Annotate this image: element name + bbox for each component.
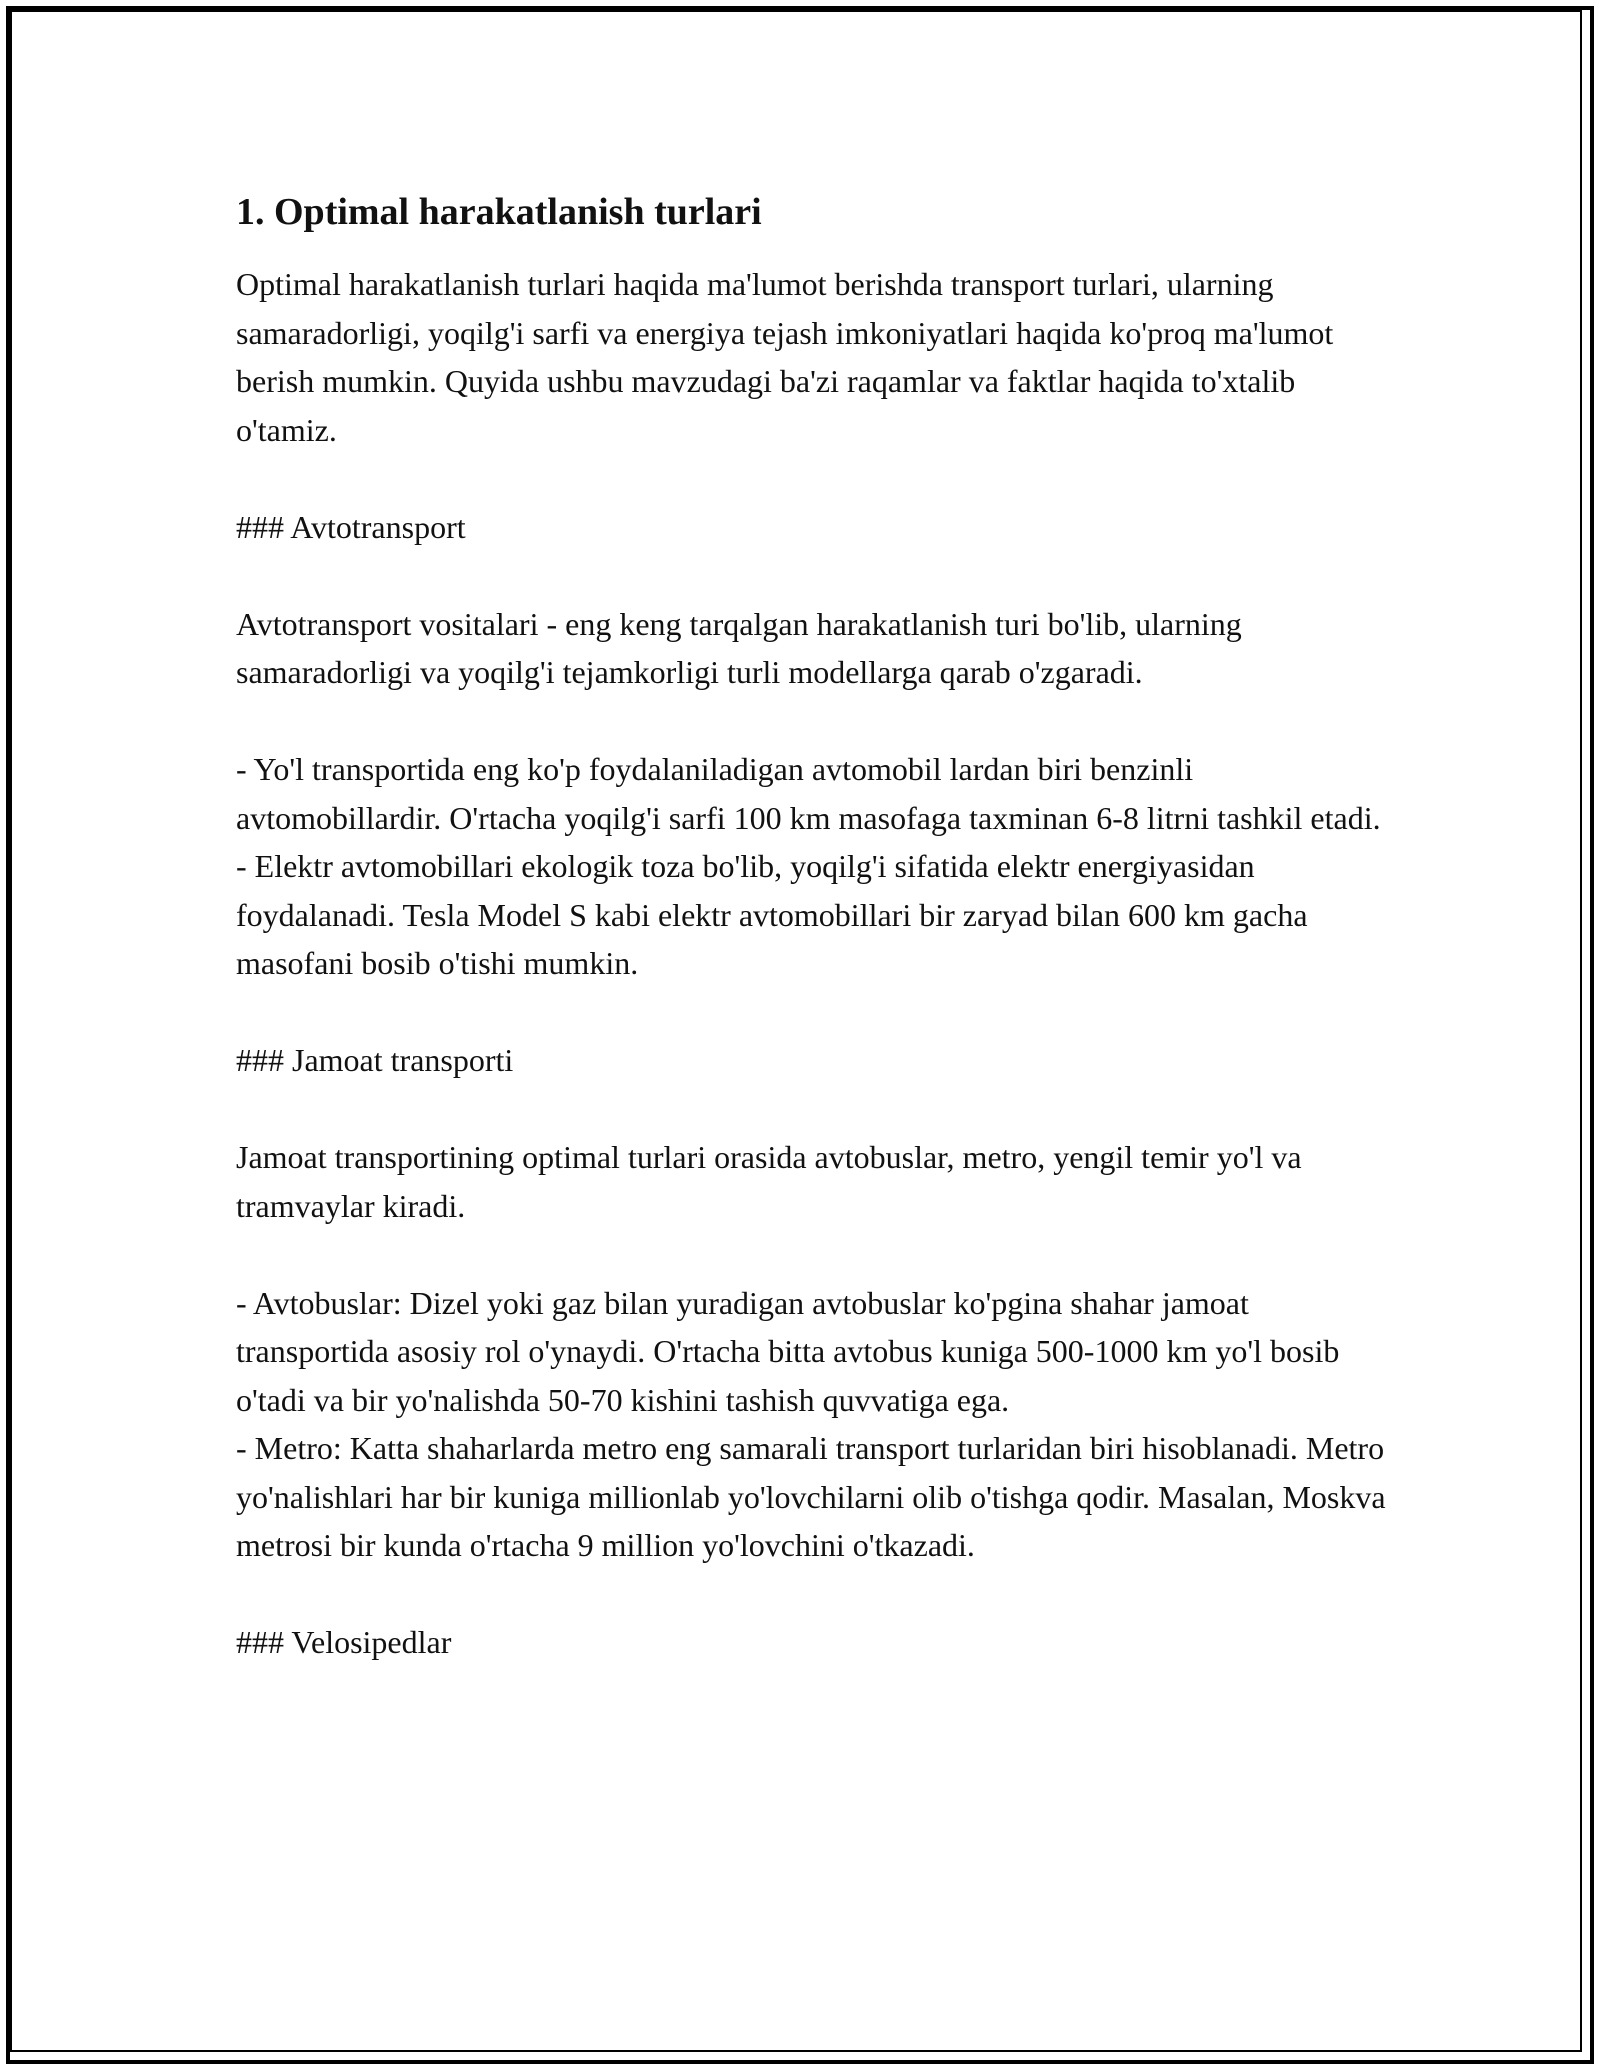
intro-paragraph: Optimal harakatlanish turlari haqida ma'lumot berishda transport turlari, ularning samaradorligi, yoqilg'i sarfi va energiya tejash imkoniyatlari haqida ko'proq ma'lumot berish mumkin. Quyida ushbu mavzudagi ba'zi raqamlar va faktlar haqida to'xtalib o'tamiz. (236, 266, 1334, 448)
bullet-elektr: - Elektr avtomobillari ekologik toza bo'lib, yoqilg'i sifatida elektr energiyasidan foydalanadi. Tesla Model S kabi elektr avtomobillari bir zaryad bilan 600 km gacha masofani bosib o'tishi mumkin. (236, 848, 1308, 981)
section-heading-avtotransport: ### Avtotransport (236, 508, 466, 545)
bullet-avtobuslar: - Avtobuslar: Dizel yoki gaz bilan yuradigan avtobuslar ko'pgina shahar jamoat transportida asosiy rol o'ynaydi. O'rtacha bitta avtobus kuniga 500-1000 km yo'l bosib o'tadi va bir yo'nalishda 50-70 kishini tashish quvvatiga ega. (236, 1284, 1340, 1418)
section-heading-jamoat-transporti: ### Jamoat transporti (236, 1042, 514, 1078)
section-heading-velosipedlar: ### Velosipedlar (236, 1624, 452, 1660)
section-paragraph-avtotransport: Avtotransport vositalari - eng keng tarqalgan harakatlanish turi bo'lib, ularning samaradorligi va yoqilg'i tejamkorligi turli modellarga qarab o'zgaradi. (236, 605, 1242, 690)
section-paragraph-jamoat-transporti: Jamoat transportining optimal turlari orasida avtobuslar, metro, yengil temir yo'l va tramvaylar kiradi. (236, 1139, 1302, 1224)
document-body (236, 186, 1386, 1667)
bullet-metro: - Metro: Katta shaharlarda metro eng samarali transport turlaridan biri hisoblanadi. Metro yo'nalishlari har bir kuniga millionlab yo'lovchilarni olib o'tishga qodir. Masalan, Moskva metrosi bir kunda o'rtacha 9 million yo'lovchini o'tkazadi. (236, 1430, 1386, 1563)
bullet-benzinli: - Yo'l transportida eng ko'p foydalaniladigan avtomobil lardan biri benzinli avtomobillardir. O'rtacha yoqilg'i sarfi 100 km masofaga taxminan 6-8 litrni tashkil etadi. (236, 751, 1381, 836)
document-title: 1. Optimal harakatlanish turlari (236, 191, 762, 233)
